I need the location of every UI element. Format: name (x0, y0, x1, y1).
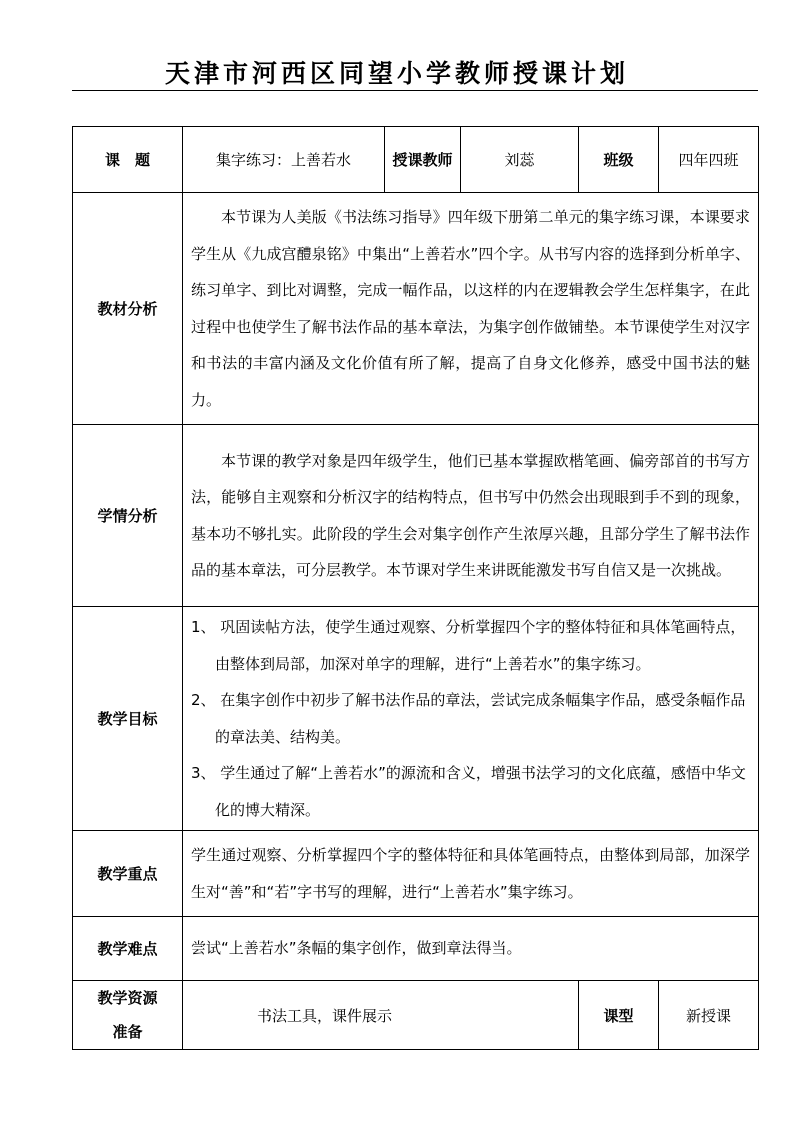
resources-label (73, 981, 183, 1050)
key-points-label: 教学重点 (73, 831, 183, 917)
class-label: 班级 (579, 127, 659, 193)
objectives-row (73, 607, 759, 831)
lesson-plan-table (72, 126, 759, 1050)
objectives-list (183, 607, 759, 831)
topic-label: 课 题 (73, 127, 183, 193)
lesson-type-value: 新授课 (659, 981, 759, 1050)
header-row (73, 127, 759, 193)
material-analysis-text: 本节课为人美版《书法练习指导》四年级下册第二单元的集字练习课，本课要求学生从《九成宫醴泉铭》中集出“上善若水”四个字。从书写内容的选择到分析单字、练习单字、到比对调整，完成一幅作品，以这样的内在逻辑教会学生怎样集字，在此过程中也使学生了解书法作品的基本章法，为集字创作做铺垫。本节课使学生对汉字和书法的丰富内涵及文化价值有所了解，提高了自身文化修养，感受中国书法的魅力。 (183, 193, 759, 425)
objectives-label: 教学目标 (73, 607, 183, 831)
resources-label-line2: 准备 (112, 1023, 143, 1041)
resources-row (73, 981, 759, 1050)
difficulties-row (73, 917, 759, 981)
student-analysis-row (73, 425, 759, 607)
document-title: 天津市河西区同望小学教师授课计划 (164, 59, 629, 88)
material-analysis-row (73, 193, 759, 425)
key-points-row (73, 831, 759, 917)
topic-value: 集字练习：上善若水 (183, 127, 385, 193)
material-analysis-label: 教材分析 (73, 193, 183, 425)
difficulties-label: 教学难点 (73, 917, 183, 981)
objective-item: 1、 巩固读帖方法，使学生通过观察、分析掌握四个字的整体特征和具体笔画特点，由整体到局部，加深对单字的理解，进行“上善若水”的集字练习。 (191, 618, 746, 673)
student-analysis-text: 本节课的教学对象是四年级学生，他们已基本掌握欧楷笔画、偏旁部首的书写方法，能够自主观察和分析汉字的结构特点，但书写中仍然会出现眼到手不到的现象，基本功不够扎实。此阶段的学生会对集字创作产生浓厚兴趣，且部分学生了解书法作品的基本章法，可分层教学。本节课对学生来讲既能激发书写自信又是一次挑战。 (183, 425, 759, 607)
student-analysis-label: 学情分析 (73, 425, 183, 607)
lesson-type-label: 课型 (579, 981, 659, 1050)
teacher-value: 刘蕊 (461, 127, 579, 193)
class-value: 四年四班 (659, 127, 759, 193)
teacher-label: 授课教师 (385, 127, 461, 193)
objective-item: 2、 在集字创作中初步了解书法作品的章法，尝试完成条幅集字作品，感受条幅作品的章法美、结构美。 (191, 691, 746, 746)
difficulties-text: 尝试“上善若水”条幅的集字创作，做到章法得当。 (183, 917, 759, 981)
key-points-text: 学生通过观察、分析掌握四个字的整体特征和具体笔画特点，由整体到局部，加深学生对“善”和“若”字书写的理解，进行“上善若水”集字练习。 (183, 831, 759, 917)
resources-label-line1: 教学资源 (97, 989, 158, 1007)
resources-value: 书法工具，课件展示 (183, 981, 579, 1050)
title-underline (72, 90, 758, 91)
objective-item: 3、 学生通过了解“上善若水”的源流和含义，增强书法学习的文化底蕴，感悟中华文化的博大精深。 (191, 764, 746, 819)
